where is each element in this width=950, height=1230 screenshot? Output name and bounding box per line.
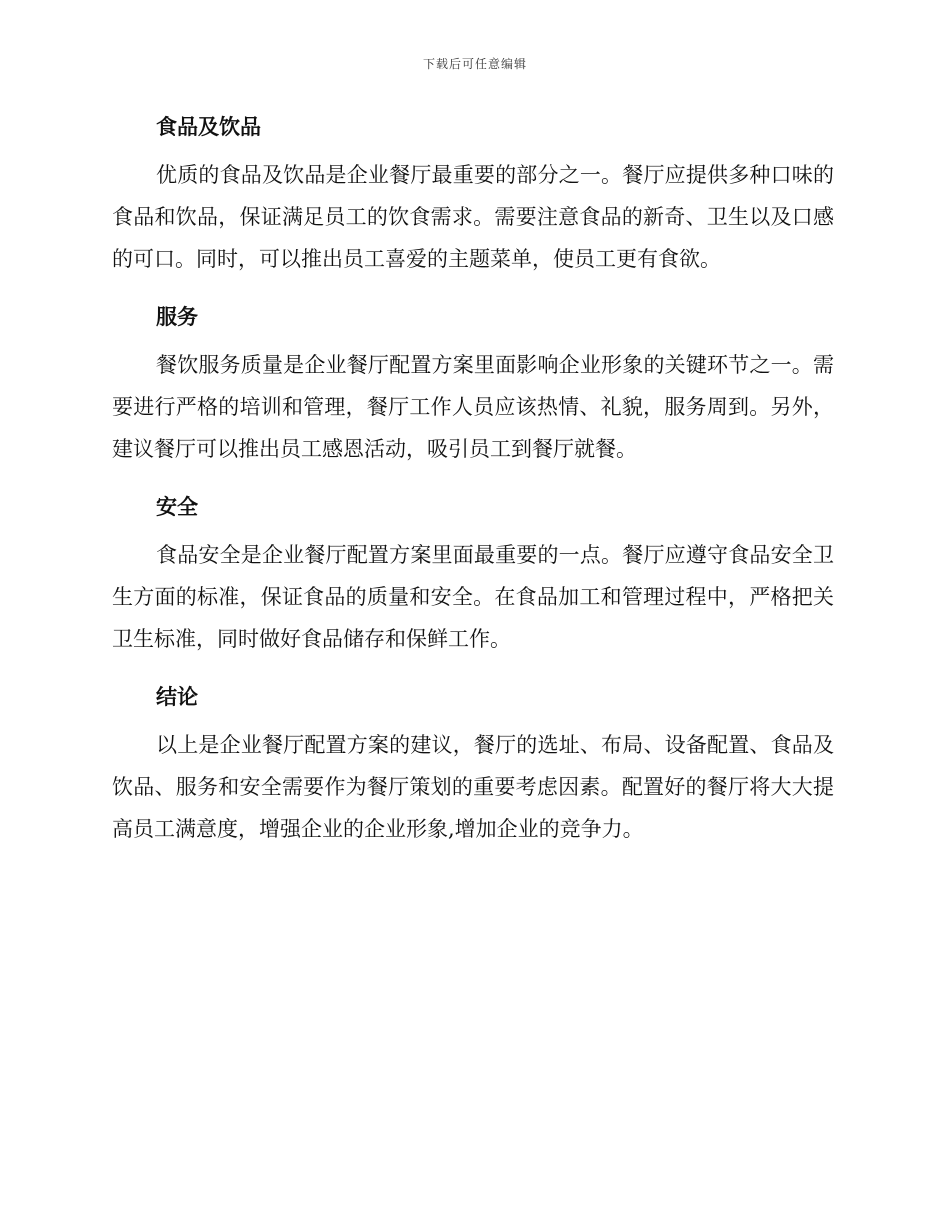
- section-safety: [112, 488, 834, 660]
- header-note: 下载后可任意编辑: [422, 57, 527, 71]
- section-paragraph: 食品安全是企业餐厅配置方案里面最重要的一点。餐厅应遵守食品安全卫生方面的标准，保证食品的质量和安全。在食品加工和管理过程中，严格把关卫生标准，同时做好食品储存和保鲜工作。: [112, 543, 834, 651]
- section-paragraph: 餐饮服务质量是企业餐厅配置方案里面影响企业形象的关键环节之一。需要进行严格的培训和管理，餐厅工作人员应该热情、礼貌，服务周到。另外，建议餐厅可以推出员工感恩活动，吸引员工到餐厅就餐。: [112, 353, 834, 461]
- section-heading: 结论: [156, 685, 198, 709]
- section-paragraph: 以上是企业餐厅配置方案的建议，餐厅的选址、布局、设备配置、食品及饮品、服务和安全需要作为餐厅策划的重要考虑因素。配置好的餐厅将大大提高员工满意度，增强企业的企业形象,增加企业的竞争力。: [112, 733, 834, 841]
- section-conclusion: [112, 678, 834, 850]
- section-paragraph: 优质的食品及饮品是企业餐厅最重要的部分之一。餐厅应提供多种口味的食品和饮品，保证满足员工的饮食需求。需要注意食品的新奇、卫生以及口感的可口。同时，可以推出员工喜爱的主题菜单，使员工更有食欲。: [112, 163, 834, 271]
- document-content: [112, 108, 834, 868]
- section-food-and-drinks: [112, 108, 834, 280]
- section-service: [112, 298, 834, 470]
- section-heading: 安全: [156, 495, 198, 519]
- section-heading: 食品及饮品: [156, 115, 261, 139]
- section-heading: 服务: [156, 305, 198, 329]
